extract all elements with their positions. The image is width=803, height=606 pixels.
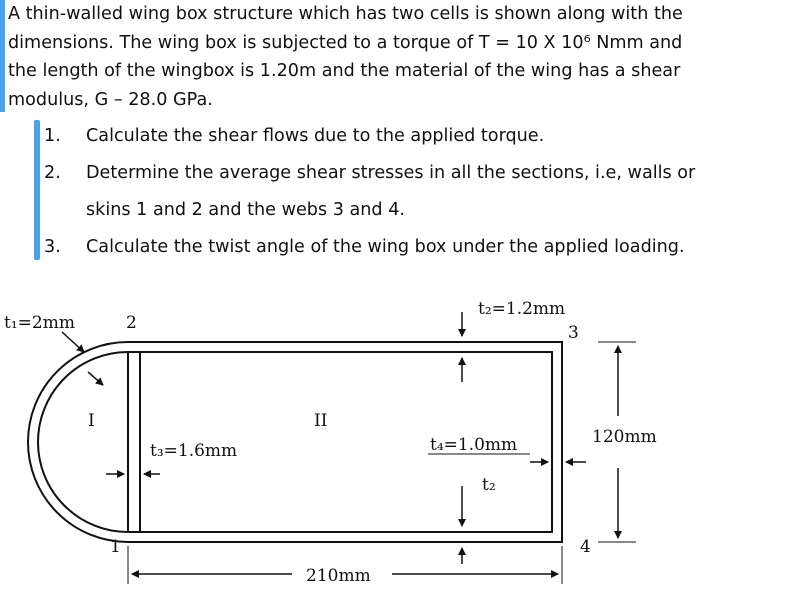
cell-II-label: II [314,411,328,431]
question-item-continued [44,192,794,229]
question-number: 3. [44,237,61,257]
wall-1-label: 1 [110,537,121,557]
wall-2-label: 2 [126,313,137,333]
problem-intro [8,0,798,114]
question-text: Calculate the shear flows due to the applied torque. [86,126,545,146]
web-3 [128,352,140,532]
question-text: Determine the average shear stresses in all the sections, i.e, walls or [86,163,696,183]
t1-label: t₁=2mm [4,313,75,333]
t2-label: t₂=1.2mm [478,299,566,319]
question-list [44,118,794,266]
question-number: 2. [44,163,61,183]
intro-line: modulus, G – 28.0 GPa. [8,89,213,110]
question-item [44,155,794,192]
height-dim-label: 120mm [592,427,657,447]
question-number: 1. [44,126,61,146]
t4-label: t₄=1.0mm [430,435,518,455]
wall-2-arrow [88,372,103,385]
question-item [44,229,794,266]
t2-bottom-label: t₂ [482,475,496,495]
wall-4-label: 4 [580,537,591,557]
intro-line: the length of the wingbox is 1.20m and the material of the wing has a shear [8,61,681,81]
question-text: Calculate the twist angle of the wing box under the applied loading. [86,237,685,257]
cell-I-label: I [88,411,95,431]
intro-line: A thin-walled wing box structure which has two cells is shown along with the [8,4,683,24]
wall-3-label: 3 [568,323,579,343]
question-item [44,118,794,155]
intro-line: dimensions. The wing box is subjected to a torque of T = 10 X 10⁶ Nmm and [8,32,683,53]
width-dim-label: 210mm [306,566,371,586]
wing-box-figure [0,290,803,606]
question-text: skins 1 and 2 and the webs 3 and 4. [86,200,405,220]
t1-arrow [62,332,84,352]
highlight-bar [0,0,5,112]
highlight-bar-list [34,120,40,260]
t3-label: t₃=1.6mm [150,441,238,461]
